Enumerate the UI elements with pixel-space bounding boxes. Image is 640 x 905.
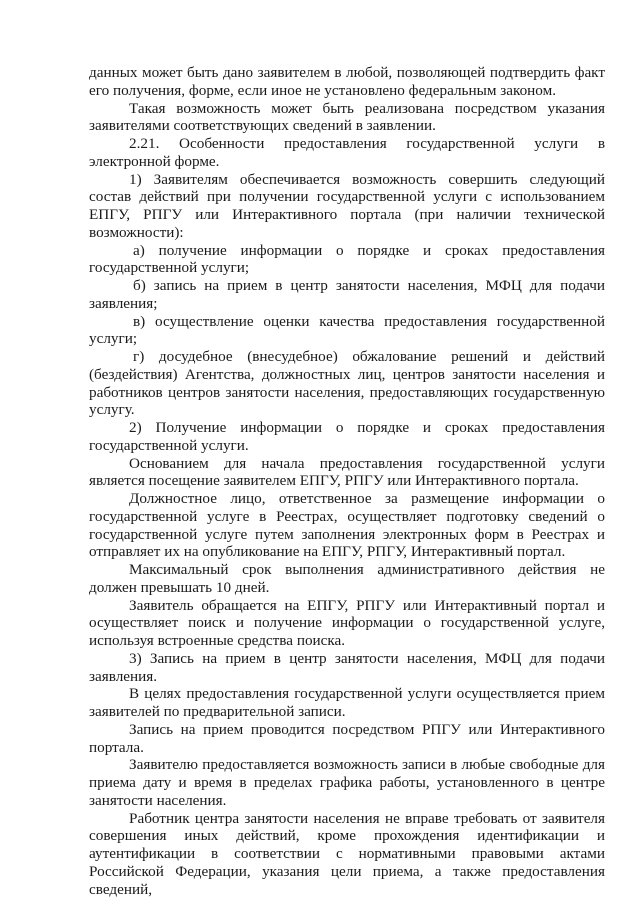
section-heading-2-21: 2.21. Особенности предоставления государственной услуги в электронной форме. <box>89 135 605 170</box>
list-item: в) осуществление оценки качества предоставления государственной услуги; <box>89 312 605 348</box>
paragraph: Должностное лицо, ответственное за размещение информации о государственной услуге в Реестрах, осуществляет подготовку сведений о государственной услуге путем заполнения электронных форм в Реестрах и отправляет их на опубликование на ЕПГУ, РПГУ, Интерактивный портал. <box>89 490 605 561</box>
document-body <box>89 64 605 898</box>
paragraph: Максимальный срок выполнения административного действия не должен превышать 10 дней. <box>89 561 605 596</box>
paragraph: В целях предоставления государственной услуги осуществляется прием заявителей по предварительной записи. <box>89 685 605 720</box>
paragraph: Основанием для начала предоставления государственной услуги является посещение заявителем ЕПГУ, РПГУ или Интерактивного портала. <box>89 454 605 490</box>
list-item: г) досудебное (внесудебное) обжалование решений и действий (бездействия) Агентства, должностных лиц, центров занятости населения и работников центров занятости населения, предоставляющих государственную услугу. <box>89 348 605 419</box>
paragraph: Работник центра занятости населения не вправе требовать от заявителя совершения иных действий, кроме прохождения идентификации и аутентификации в соответствии с нормативными правовыми актами Российской Федерации, указания цели приема, а также предоставления сведений, <box>89 809 605 898</box>
paragraph: Такая возможность может быть реализована посредством указания заявителями соответствующих сведений в заявлении. <box>89 99 605 135</box>
paragraph: Запись на прием проводится посредством РПГУ или Интерактивного портала. <box>89 720 605 756</box>
paragraph: 3) Запись на прием в центр занятости населения, МФЦ для подачи заявления. <box>89 649 605 685</box>
list-item: а) получение информации о порядке и сроках предоставления государственной услуги; <box>89 241 605 277</box>
paragraph: 2) Получение информации о порядке и сроках предоставления государственной услуги. <box>89 419 605 454</box>
list-item: б) запись на прием в центр занятости населения, МФЦ для подачи заявления; <box>89 277 605 312</box>
paragraph: Заявителю предоставляется возможность записи в любые свободные для приема дату и время в пределах графика работы, установленного в центре занятости населения. <box>89 756 605 809</box>
paragraph: данных может быть дано заявителем в любой, позволяющей подтвердить факт его получения, форме, если иное не установлено федеральным законом. <box>89 64 605 99</box>
paragraph: 1) Заявителям обеспечивается возможность совершить следующий состав действий при получении государственной услуги с использованием ЕПГУ, РПГУ или Интерактивного портала (при наличии технической возможности): <box>89 170 605 241</box>
paragraph: Заявитель обращается на ЕПГУ, РПГУ или Интерактивный портал и осуществляет поиск и получение информации о государственной услуге, используя встроенные средства поиска. <box>89 596 605 649</box>
